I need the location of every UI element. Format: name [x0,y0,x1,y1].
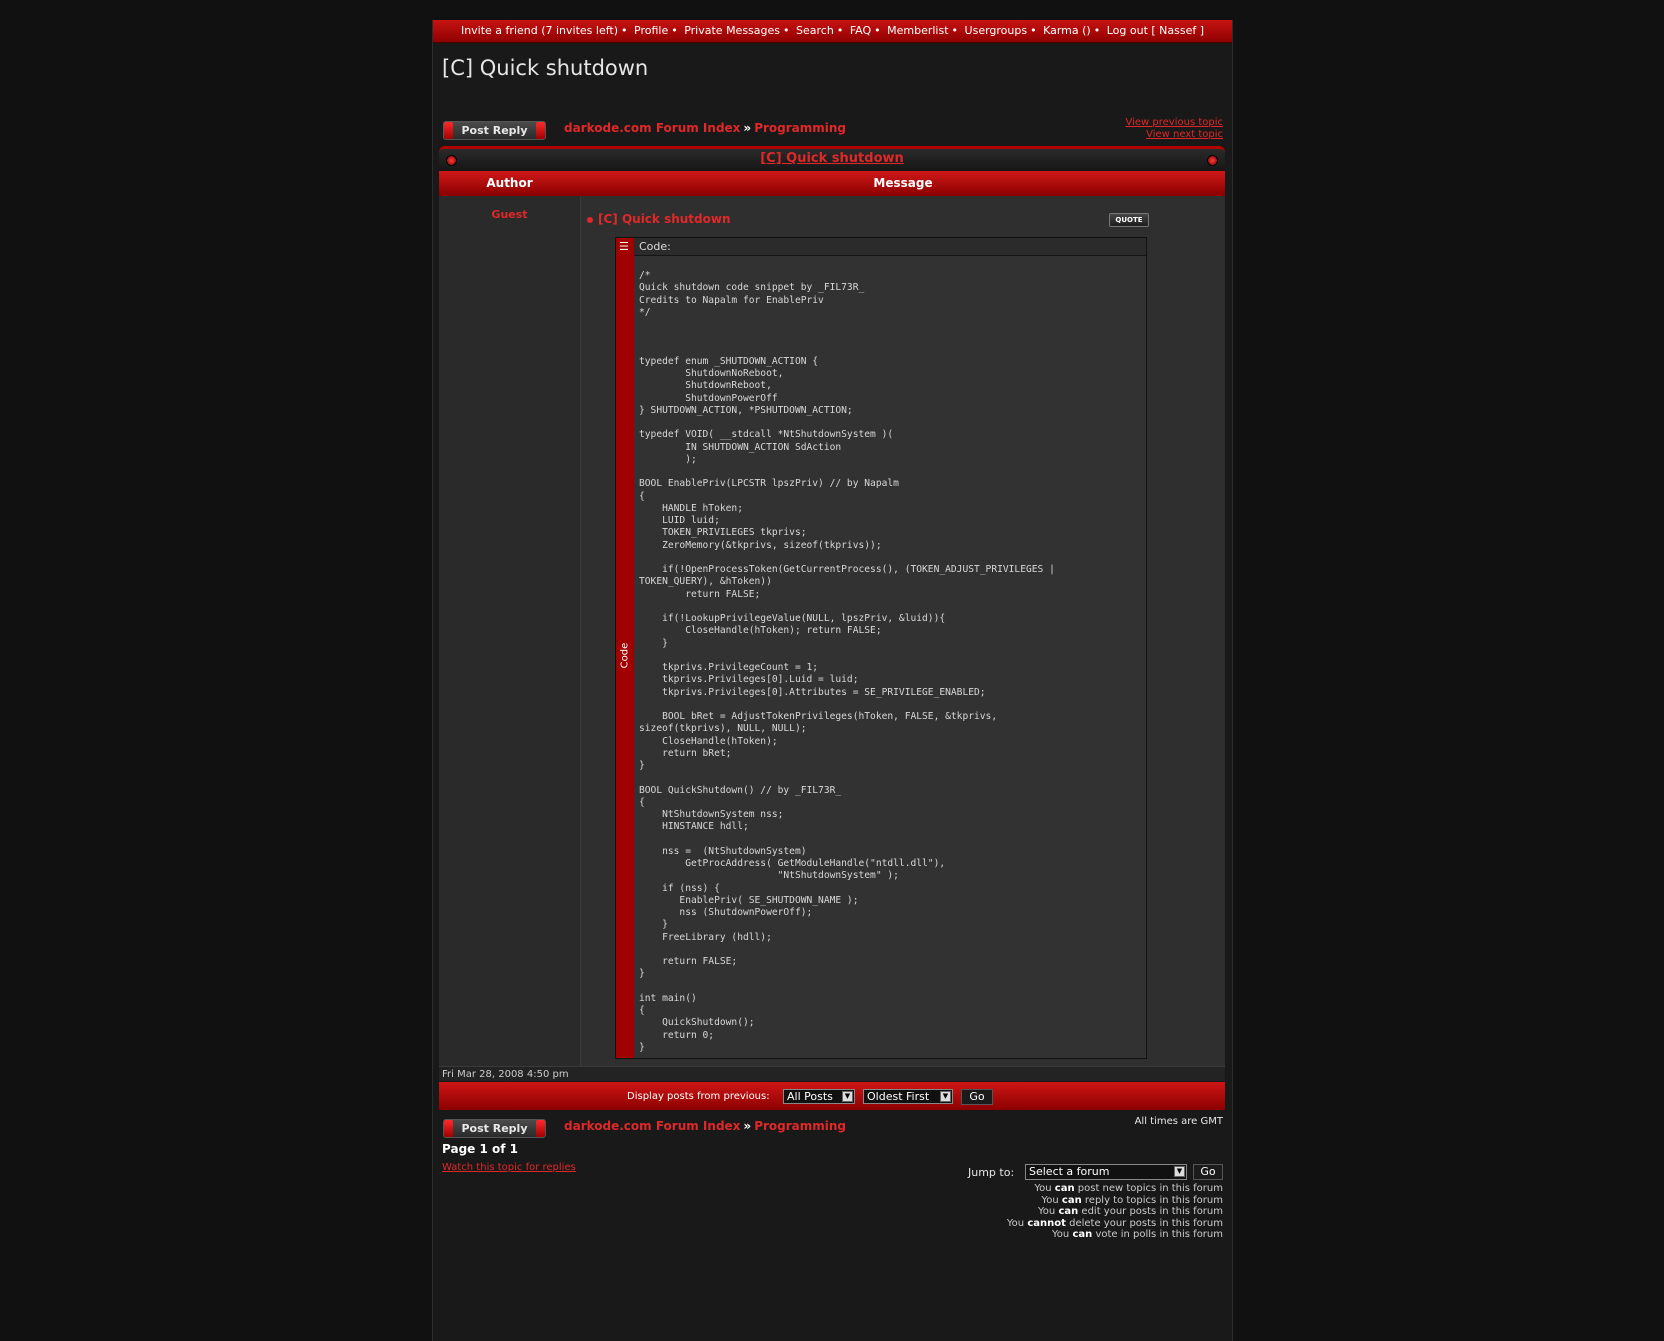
corner-dot-icon [446,155,457,166]
breadcrumb-programming-link[interactable]: Programming [754,1119,847,1133]
message-column-header: Message [873,176,933,190]
list-lines-icon[interactable]: ☰ [619,240,629,253]
nav-separator: • [1093,24,1101,37]
message-cell [581,196,1225,1066]
pagination: Page 1 of 1 [442,1142,518,1156]
previous-topic-link[interactable]: View previous topic [1125,117,1223,128]
chevron-down-icon: ▼ [940,1091,951,1102]
quote-button[interactable]: QUOTE [1109,213,1149,227]
code-content: /* Quick shutdown code snippet by _FIL73R_ Credits to Napalm for EnablePriv */ typedef enum _SHUTDOWN_ACTION { ShutdownNoReboot, ShutdownReboot, ShutdownPowerOff } SHUTDOWN_ACTION, *PSHUTDOWN_ACTION; typedef VOID( __stdcall *NtShutdownSystem )( IN SHUTDOWN_ACTION SdAction ); BOOL EnablePriv(LPCSTR lpszPriv) // by Napalm { HANDLE hToken; LUID luid; TOKEN_PRIVILEGES tkprivs; ZeroMemory(&tkprivs, sizeof(tkprivs)); if(!OpenProcessToken(GetCurrentProcess(), (TOKEN_ADJUST_PRIVILEGES | TOKEN_QUERY), &hToken)) return FALSE; if(!LookupPrivilegeValue(NULL, lpszPriv, &luid)){ CloseHandle(hToken); return FALSE; } tkprivs.PrivilegeCount = 1; tkprivs.Privileges[0].Luid = luid; tkprivs.Privileges[0].Attributes = SE_PRIVILEGE_ENABLED; BOOL bRet = AdjustTokenPrivileges(hToken, FALSE, &tkprivs, sizeof(tkprivs), NULL, NULL); CloseHandle(hToken); return bRet; } BOOL QuickShutdown() // by _FIL73R_ { NtShutdownSystem nss; HINSTANCE hdll; nss = (NtShutdownSystem) GetProcAddress( GetModuleHandle("ntdll.dll"), "NtShutdownSystem" ); if (nss) { EnablePriv( SE_SHUTDOWN_NAME ); nss (ShutdownPowerOff); } FreeLibrary (hdll); return FALSE; } int main() { QuickShutdown(); return 0; } [639,270,1055,1053]
top-nav [433,20,1232,43]
post-subject [587,212,731,226]
nav-karma-link[interactable]: Karma () [1043,24,1091,37]
code-sidebar [616,238,634,1058]
breadcrumb-forum-index-link[interactable]: darkode.com Forum Index [564,1119,741,1133]
topic-nav [1125,117,1223,141]
post-subject-text: [C] Quick shutdown [598,212,731,226]
post-bullet-icon [587,217,593,223]
nav-logout-link[interactable]: Log out [ Nassef ] [1106,24,1205,37]
jump-go-button[interactable]: Go [1193,1164,1223,1180]
permission-line: You cannot delete your posts in this forum [1006,1217,1223,1229]
jump-forum-value: Select a forum [1029,1165,1110,1178]
nav-separator: • [1030,24,1037,37]
sort-order-value: Oldest First [867,1090,930,1103]
post-footer [439,1066,1225,1081]
breadcrumb [564,121,846,135]
corner-dot-icon [1207,155,1218,166]
page-title: [C] Quick shutdown [442,56,649,80]
post-reply-button-bottom[interactable] [443,1119,546,1138]
nav-invite-link[interactable]: Invite a friend (7 invites left) [460,24,619,37]
author-column-header: Author [486,176,533,190]
nav-usergroups-link[interactable]: Usergroups [964,24,1028,37]
breadcrumb-arrow: » [743,1119,752,1133]
chevron-down-icon: ▼ [1174,1166,1185,1177]
chevron-down-icon: ▼ [842,1091,853,1102]
display-options-bar [439,1082,1225,1110]
breadcrumb-bottom [564,1119,846,1133]
post-reply-label: Post Reply [461,124,528,137]
nav-separator: • [836,24,844,37]
display-label: Display posts from previous: [627,1091,770,1102]
jump-forum-select[interactable] [1025,1164,1187,1180]
nav-profile-link[interactable]: Profile [634,24,669,37]
author-cell [439,196,581,1066]
breadcrumb-arrow: » [743,121,752,135]
post-reply-button[interactable] [443,121,546,140]
post-reply-label: Post Reply [461,1122,528,1135]
nav-separator: • [783,24,790,37]
poster-name: Guest [491,208,528,221]
page-container [432,20,1233,1341]
code-header: Code: [634,238,1146,256]
permission-line: You can post new topics in this forum [1034,1183,1223,1194]
nav-private-messages-link[interactable]: Private Messages [684,24,781,37]
nav-separator: • [621,24,628,37]
topic-header-title[interactable]: [C] Quick shutdown [760,151,904,166]
nav-separator: • [951,24,959,37]
code-side-label: Code [619,642,631,669]
next-topic-link[interactable]: View next topic [1146,129,1223,140]
nav-faq-link[interactable]: FAQ [849,24,872,37]
code-block [615,237,1147,1059]
breadcrumb-forum-index-link[interactable]: darkode.com Forum Index [564,121,741,135]
jump-label: Jump to: [968,1166,1015,1179]
permission-line: You can edit your posts in this forum [1038,1206,1223,1217]
post-range-value: All Posts [787,1090,833,1103]
permission-line: You can reply to topics in this forum [1041,1194,1223,1206]
nav-search-link[interactable]: Search [796,24,834,37]
column-headers [439,171,1225,196]
timezone-note: All times are GMT [1134,1116,1223,1127]
nav-separator: • [671,24,678,37]
nav-separator: • [874,24,881,37]
breadcrumb-programming-link[interactable]: Programming [754,121,847,135]
permissions-list [1007,1183,1223,1241]
post-range-select[interactable] [783,1089,855,1104]
watch-topic-link[interactable]: Watch this topic for replies [442,1162,576,1173]
post-date: Fri Mar 28, 2008 4:50 pm [442,1069,569,1080]
display-go-button[interactable]: Go [961,1089,993,1105]
sort-order-select[interactable] [863,1089,953,1104]
permission-line: You can vote in polls in this forum [1052,1229,1223,1240]
topic-header [439,146,1225,171]
nav-memberlist-link[interactable]: Memberlist [887,24,949,37]
